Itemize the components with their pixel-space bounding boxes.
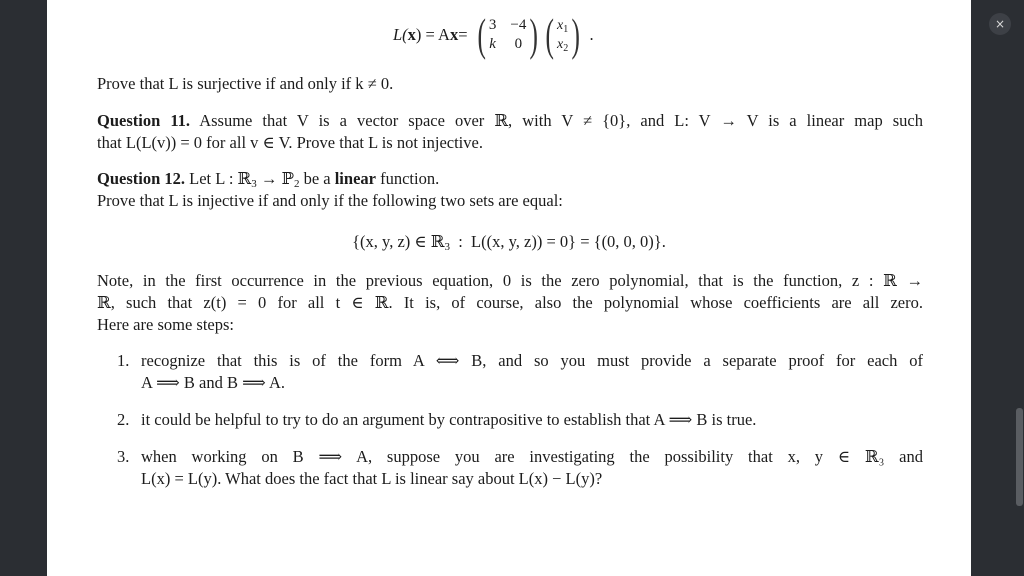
variable-vector [557,16,568,54]
matrix-equation [393,10,594,60]
eq-mid: ) = A [415,25,450,44]
question-12-line-2: Prove that L is injective if and only if the following two sets are equal: [97,191,563,210]
note-line-3: Here are some steps: [97,315,234,334]
step-1-line-2: A ⟹ B and B ⟹ A. [141,373,286,392]
matrix-entry: 0 [514,36,523,52]
close-icon: × [994,17,1006,31]
matrix-entry: 3 [488,17,497,33]
question-12-line-1 [97,168,439,190]
question-11-text-1: Assume that V is a vector space over ℝ, with V ≠ {0}, and L: V → V is a linear map such [199,111,924,130]
vector-var: x [557,37,564,52]
q12-text-a: Let L : ℝ [189,169,252,188]
coefficient-matrix [489,16,526,54]
question-12-label: Question 12. [97,169,186,188]
step-3-line-1: when working on B ⟹ A, suppose you are investigating the possibility that x, y ∈ ℝ₃ and [141,447,923,466]
q12-sub-2: 2 [293,178,300,190]
set-eq-sub: 3 [444,241,450,253]
note-line-2: ℝ, such that z(t) = 0 for all t ∈ ℝ. It is, of course, also the polynomial whose coefficients are all zero. [97,293,923,312]
eq-bold-x: x [407,25,416,44]
vector-sub: 2 [563,43,569,54]
vector-var: x [557,18,564,33]
set-eq-b: : L((x, y, z)) = 0} = {(0, 0, 0)}. [449,232,666,251]
step-1-line-1: recognize that this is of the form A ⟺ B, and so you must provide a separate proof for each of [141,351,923,370]
vector-left-paren: ( [545,9,554,60]
document-page [47,0,971,576]
prove-surjective-line: Prove that L is surjective if and only if k ≠ 0. [97,74,394,93]
question-11-label: Question 11. [97,111,191,130]
step-number: 3. [117,447,130,466]
vertical-scrollbar[interactable] [1015,0,1024,576]
eq-bold-x2: x [449,25,459,44]
q12-text-b: → ℙ [256,169,294,188]
eq-period: . [589,25,594,44]
set-eq-a: {(x, y, z) ∈ ℝ [352,232,445,251]
question-11-line-2: that L(L(v)) = 0 for all v ∈ V. Prove that L is not injective. [97,133,483,152]
set-equation [47,231,971,253]
note-line-1: Note, in the first occurrence in the previous equation, 0 is the zero polynomial, that is the function, z : ℝ → [97,271,923,290]
question-11-line-1 [97,110,923,132]
vector-sub: 1 [563,24,569,35]
eq-lhs: L( [393,25,408,44]
step-2-line-1: it could be helpful to try to do an argument by contrapositive to establish that A ⟹ B is true. [141,410,757,429]
matrix-entry: −4 [510,17,527,33]
scrollbar-thumb[interactable] [1016,408,1023,506]
step-3-line-2: L(x) = L(y). What does the fact that L is linear say about L(x) − L(y)? [141,469,603,488]
matrix-entry: k [489,36,496,52]
step-number: 1. [117,351,130,370]
matrix-right-paren: ) [529,9,539,60]
q12-text-d: function. [375,169,440,188]
vector-right-paren: ) [571,9,581,60]
matrix-left-paren: ( [476,9,486,60]
close-button[interactable] [989,13,1011,35]
q12-text-c: be a [299,169,335,188]
q12-linear-bold: linear [334,169,376,188]
step-number: 2. [117,410,130,429]
eq-equals: = [458,25,468,44]
q12-sub-1: 3 [251,178,257,190]
